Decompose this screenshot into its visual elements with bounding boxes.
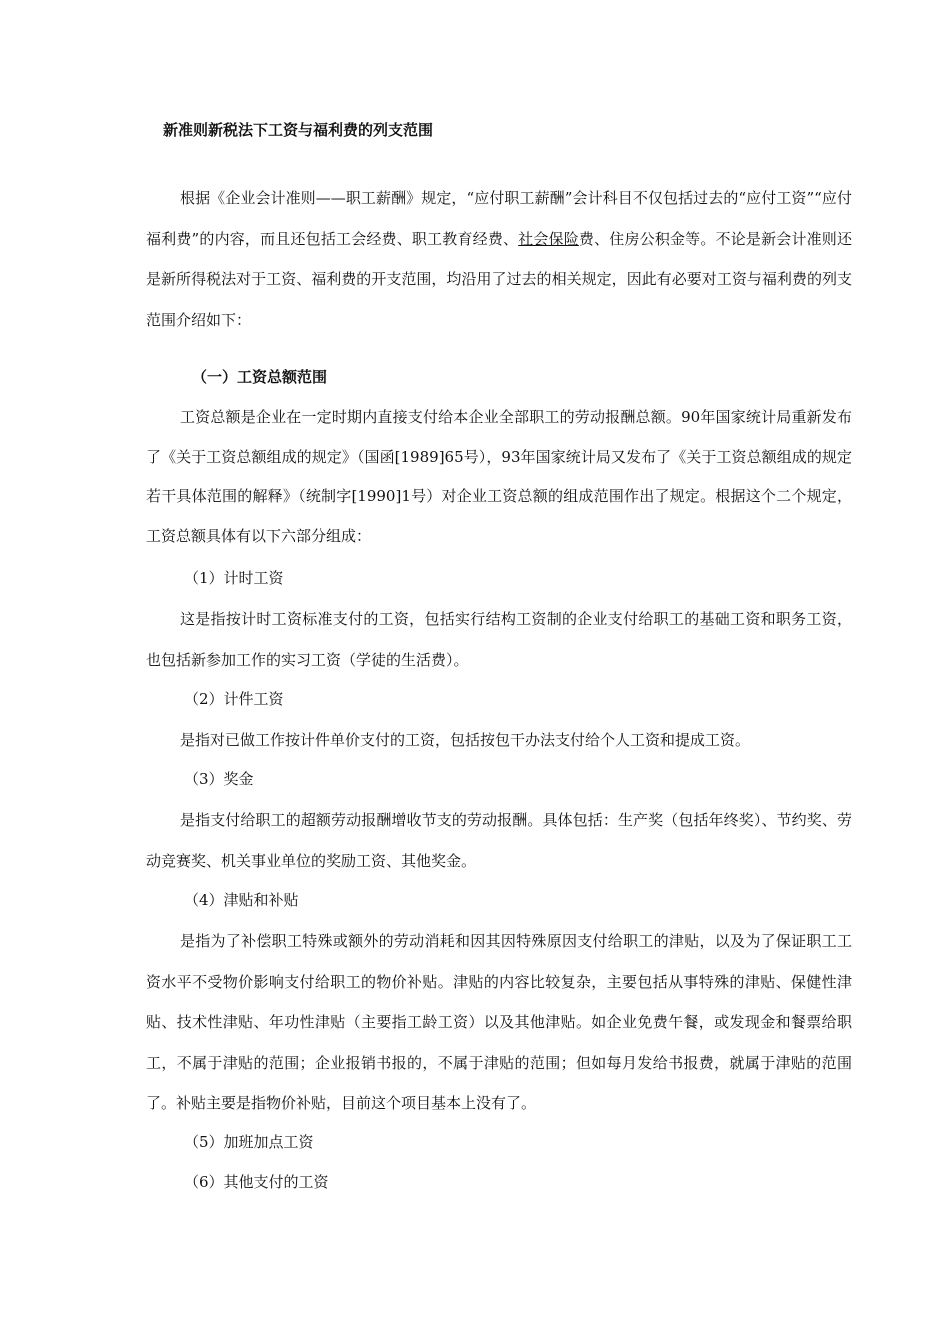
intro-paragraph xyxy=(146,178,852,340)
intro-text-end: 费、住房公积金等。不论是新会计准则还是新所得税法对于工资、福利费的开支范围，均沿用了过去的相关规定，因此有必要对工资与福利费的列支范围介绍如下： xyxy=(146,229,852,329)
item-label-bonus: （3）奖金 xyxy=(184,770,254,788)
document-title: 新准则新税法下工资与福利费的列支范围 xyxy=(163,121,434,139)
item-text-piece-wage: 是指对已做工作按计件单价支付的工资，包括按包干办法支付给个人工资和提成工资。 xyxy=(180,731,751,749)
item-label-other-wage: （6）其他支付的工资 xyxy=(184,1173,329,1191)
intro-text-start: 根据《企业会计准则——职工薪酬》规定，“应付职工薪酬”会计科目不仅包括过去的“应付工资”“应付福利费”的内容，而且还包括工会经费、职工教育经费、 xyxy=(146,189,852,248)
item-label-hourly-wage: （1）计时工资 xyxy=(184,569,284,587)
item-text-bonus: 是指支付给职工的超额劳动报酬增收节支的劳动报酬。具体包括：生产奖（包括年终奖）、节约奖、劳动竞赛奖、机关事业单位的奖励工资、其他奖金。 xyxy=(146,811,852,870)
item-label-piece-wage: （2）计件工资 xyxy=(184,690,284,708)
section-heading-wage-total: （一）工资总额范围 xyxy=(192,368,328,386)
item-text-allowance: 是指为了补偿职工特殊或额外的劳动消耗和因其因特殊原因支付给职工的津贴，以及为了保证职工工资水平不受物价影响支付给职工的物价补贴。津贴的内容比较复杂，主要包括从事特殊的津贴、保健性津贴、技术性津贴、年功性津贴（主要指工龄工资）以及其他津贴。如企业免费午餐，或发现金和餐票给职工，不属于津贴的范围；企业报销书报的，不属于津贴的范围；但如每月发给书报费，就属于津贴的范围了。补贴主要是指物价补贴，目前这个项目基本上没有了。 xyxy=(146,932,852,1112)
item-label-overtime-wage: （5）加班加点工资 xyxy=(184,1133,314,1151)
item-label-allowance: （4）津贴和补贴 xyxy=(184,891,299,909)
item-text-hourly-wage: 这是指按计时工资标准支付的工资，包括实行结构工资制的企业支付给职工的基础工资和职务工资，也包括新参加工作的实习工资（学徒的生活费）。 xyxy=(146,610,852,669)
social-insurance-link[interactable]: 社会保险 xyxy=(518,229,579,248)
section-paragraph-wage-total: 工资总额是企业在一定时期内直接支付给本企业全部职工的劳动报酬总额。90年国家统计局重新发布了《关于工资总额组成的规定》（国函[1989]65号），93年国家统计局又发布了《关于工资总额组成的规定若干具体范围的解释》（统制字[1990]1号）对企业工资总额的组成范围作出了规定。根据这个二个规定，工资总额具体有以下六部分组成： xyxy=(146,408,852,545)
